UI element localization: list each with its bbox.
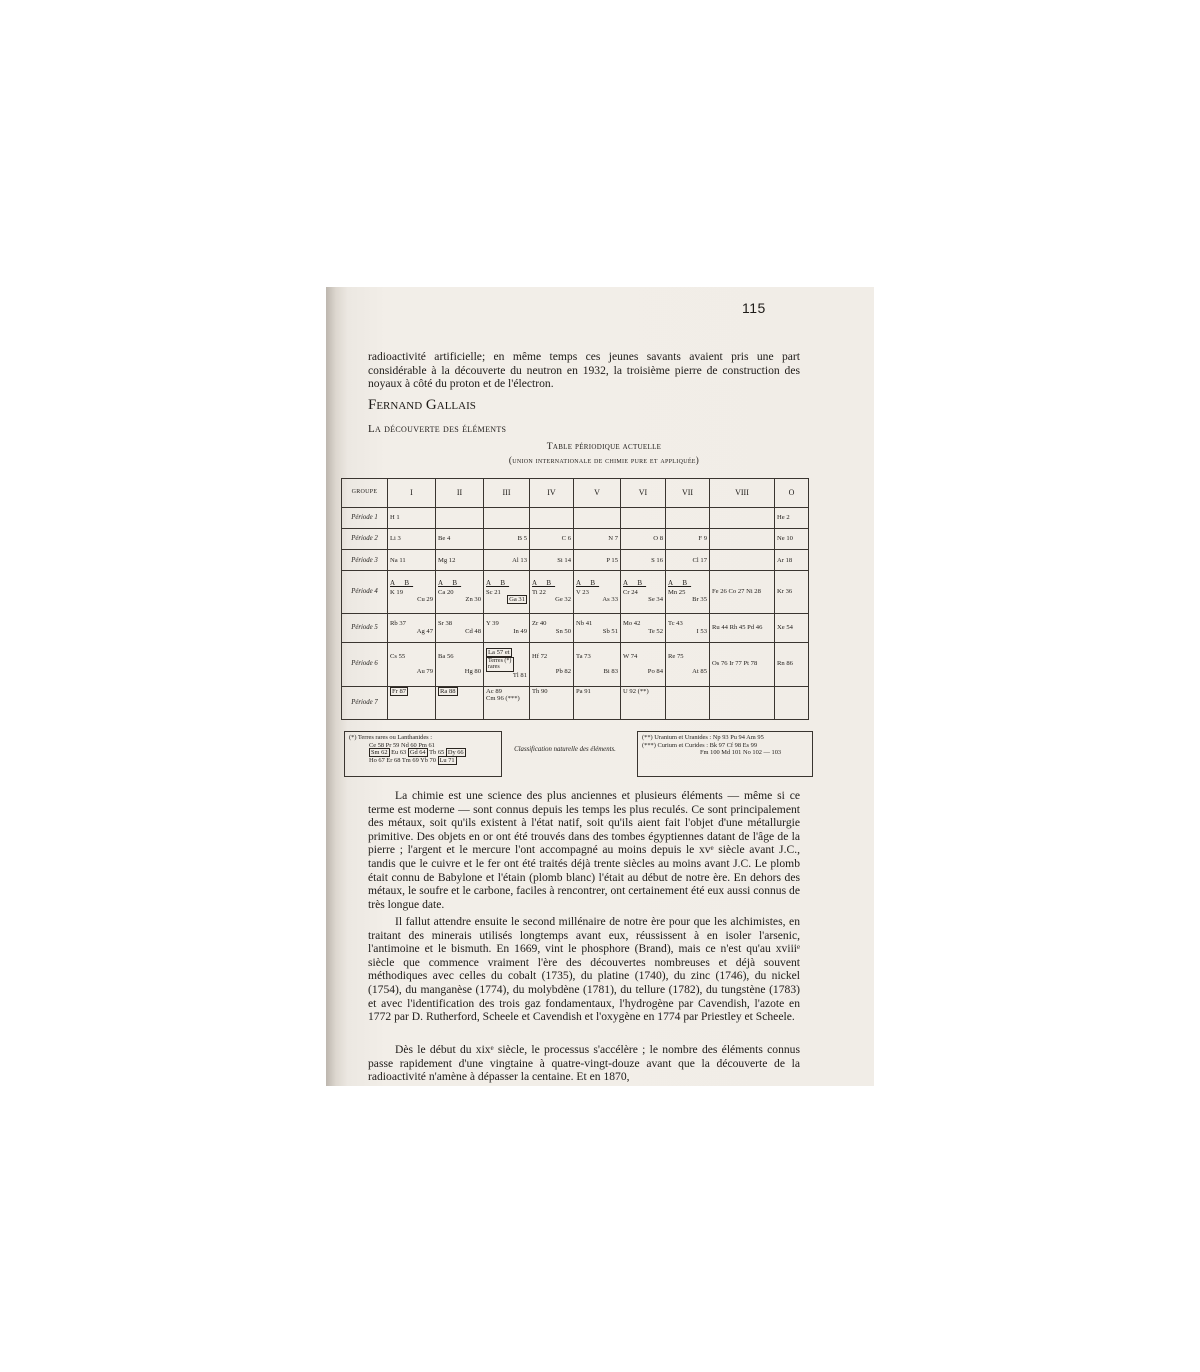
element-sr: Sr 38 (438, 619, 453, 627)
element-re: Re 75 (668, 652, 684, 660)
element-cell (621, 613, 666, 642)
element-cell (436, 613, 484, 642)
curides-line: (***) Curium et Curides : Bk 97 Cf 98 Es 99 (642, 741, 758, 749)
intro-paragraph: radioactivité artificielle; en même temps ces jeunes savants avaient pris une part considérable à la découverte du neutron en 1932, la troisième pierre de construction des noyaux à côté du proton et de l'électron. (368, 350, 800, 391)
element-fr: Fr 87 (392, 687, 407, 695)
element-cell (775, 550, 809, 571)
element-rb: Rb 37 (390, 619, 406, 627)
element-zn: Zn 30 (465, 596, 481, 604)
element-cell (484, 550, 530, 571)
periodic-table (341, 478, 809, 720)
element-la-wrap (486, 649, 527, 657)
element-cl: Cl 17 (692, 556, 707, 564)
group-header: V (574, 479, 621, 508)
element-cell (621, 529, 666, 550)
subgroup-marks: A B (532, 579, 556, 588)
spacer (668, 660, 707, 668)
element-te: Te 52 (648, 627, 663, 635)
element-zr: Zr 40 (532, 619, 547, 627)
group-header: VI (621, 479, 666, 508)
element-po: Po 84 (647, 668, 663, 676)
element-cell (710, 642, 775, 686)
element-cell (666, 529, 710, 550)
body-paragraph-1 (368, 789, 800, 911)
element-eu: Eu 63 (391, 749, 407, 757)
element-kr: Kr 36 (777, 588, 793, 596)
element-cell (388, 508, 436, 529)
empty-cell (436, 508, 484, 529)
element-p: P 15 (606, 556, 618, 564)
element-th: Th 90 (532, 687, 548, 695)
element-cell (574, 571, 621, 613)
period-label: Période 1 (342, 508, 388, 529)
element-ge: Ge 32 (555, 596, 571, 604)
element-ne: Ne 10 (777, 535, 793, 543)
subgroup-marks: A B (668, 579, 692, 588)
element-i: I 53 (696, 627, 707, 635)
element-lu: Lu 71 (439, 756, 455, 764)
element-sm: Sm 62 (371, 749, 388, 757)
group-header: II (436, 479, 484, 508)
element-cell (388, 613, 436, 642)
element-cell (530, 686, 574, 719)
element-li: Li 3 (390, 535, 401, 543)
element-cell (574, 642, 621, 686)
element-nb: Nb 41 (576, 619, 593, 627)
element-la: La 57 et (488, 649, 510, 657)
period-label: Période 4 (342, 571, 388, 613)
element-cell (530, 571, 574, 613)
element-cell (574, 613, 621, 642)
element-cell (436, 686, 484, 719)
element-c: C 6 (561, 535, 571, 543)
table-caption: Table périodique actuelle (546, 442, 662, 452)
element-tl: Tl 81 (512, 671, 527, 679)
uranides-line: (**) Uranium et Uranides : Np 93 Pu 94 Am 95 (642, 734, 764, 741)
element-gd: Gd 64 (409, 749, 426, 757)
element-u: U 92 (**) (623, 687, 649, 695)
group-header: I (388, 479, 436, 508)
empty-cell (710, 686, 775, 719)
section-title: La découverte des éléments (368, 423, 507, 435)
element-cell (574, 686, 621, 719)
table-subcaption: (union internationale de chimie pure et appliquée) (508, 455, 700, 465)
element-cell (666, 613, 710, 642)
element-ti: Ti 22 (532, 588, 546, 596)
element-pa: Pa 91 (576, 687, 591, 695)
element-cell (710, 613, 775, 642)
period-label: Période 3 (342, 550, 388, 571)
empty-cell (574, 508, 621, 529)
subgroup-marks: A B (438, 579, 462, 588)
empty-cell (710, 550, 775, 571)
empty-cell (530, 508, 574, 529)
element-cell (574, 529, 621, 550)
lanthanides-row: Ce 58 Pr 59 Nd 60 Pm 61 (369, 741, 435, 749)
element-au: Au 79 (416, 668, 433, 676)
element-k: K 19 (390, 588, 404, 596)
group-header: O (775, 479, 809, 508)
element-ga-wrap (486, 596, 527, 604)
element-cell (775, 613, 809, 642)
element-ac: Ac 89 (486, 687, 502, 695)
group-header: VII (666, 479, 710, 508)
lanthanides-note (344, 731, 502, 777)
element-at: At 85 (692, 668, 707, 676)
element-cr: Cr 24 (623, 588, 638, 596)
element-cell (388, 550, 436, 571)
element-fe-co-ni: Fe 26 Co 27 Ni 28 (712, 588, 761, 596)
element-cell (574, 550, 621, 571)
element-cell (484, 529, 530, 550)
element-tb: Tb 65 (429, 749, 445, 757)
spacer (576, 660, 618, 668)
element-cell (436, 642, 484, 686)
element-cell (666, 571, 710, 613)
lanthanides-title: (*) Terres rares ou Lanthanides : (349, 734, 433, 741)
element-cell (484, 571, 530, 613)
element-cell (530, 642, 574, 686)
element-sn: Sn 50 (555, 627, 571, 635)
lanthanides-row (349, 757, 497, 765)
element-ba: Ba 56 (438, 652, 454, 660)
element-cm: Cm 96 (***) (486, 695, 520, 703)
group-header: VIII (710, 479, 775, 508)
body-text-1: La chimie est une science des plus anciennes et plusieurs éléments — même si ce terme est moderne — sont connus depuis les temps les plus reculés. Ce sont principalement des métaux, soit qu'ils existent à l'état natif, soit qu'ils aient fait l'objet d'une métallurgie primitive. Des objets en or ont été trouvés dans des tombes égyptiennes datant de l'âge de la pierre ; l'argent et le mercure l'ont accompagné au moins depuis le xvᵉ siècle avant J.C., tandis que le cuivre et le fer ont été traités déjà trente siècles au moins avant J.C. Le plomb était connu de Babylone et l'étain (plomb blanc) l'était au début de notre ère. En dehors des métaux, le soufre et le carbone, faciles à rencontrer, ont certainement été eux aussi connus de très longue date. (368, 789, 800, 911)
empty-cell (775, 686, 809, 719)
element-os-ir-pt: Os 76 Ir 77 Pt 78 (712, 660, 758, 668)
element-h: H 1 (390, 514, 400, 522)
classification-caption: Classification naturelle des éléments. (514, 746, 616, 753)
element-cell (621, 642, 666, 686)
element-in: In 49 (513, 627, 527, 635)
element-cell (530, 550, 574, 571)
element-cell (666, 642, 710, 686)
rare-earths-wrap (486, 657, 527, 672)
element-cu: Cu 29 (417, 596, 433, 604)
element-ta: Ta 73 (576, 652, 591, 660)
element-cell (666, 550, 710, 571)
element-n: N 7 (608, 535, 618, 543)
element-cell (775, 642, 809, 686)
empty-cell (710, 529, 775, 550)
element-f: F 9 (698, 535, 707, 543)
element-al: Al 13 (512, 556, 527, 564)
curides-line-2: Fm 100 Md 101 No 102 — 103 (700, 749, 782, 757)
group-header: III (484, 479, 530, 508)
element-cell (530, 529, 574, 550)
element-cell (775, 529, 809, 550)
author-heading: Fernand Gallais (368, 397, 476, 413)
empty-cell (621, 508, 666, 529)
element-ca: Ca 20 (438, 588, 454, 596)
element-as: As 33 (602, 596, 618, 604)
element-bi: Bi 83 (603, 668, 618, 676)
element-cell (530, 613, 574, 642)
element-cell (484, 642, 530, 686)
body-paragraph-2: Il fallut attendre ensuite le second millénaire de notre ère pour que les alchimistes, en traitant des minerais utilisés longtemps avant eux, réussissent à en isoler l'arsenic, l'antimoine et le bismuth. En 1669, vint le phosphore (Brand), mais ce n'est qu'au xviiiᵉ siècle que commence vraiment l'ère des découvertes nombreuses et déjà souvent méthodiques avec celles du cobalt (1735), du platine (1740), du zinc (1746), du nickel (1754), du manganèse (1774), du molybdène (1781), du tellure (1782), du tungstène (1783) et avec l'identification des trois gaz fondamentaux, l'hydrogène par Cavendish, l'azote en 1772 par D. Rutherford, Scheele et Cavendish et l'oxygène en 1774 par Priestley et Scheele. (368, 915, 800, 1024)
element-cell (436, 571, 484, 613)
period-label: Période 6 (342, 642, 388, 686)
element-cell (621, 686, 666, 719)
lanthanides-row-text: Ho 67 Er 68 Tm 69 Yb 70 (369, 756, 436, 764)
element-cell (621, 571, 666, 613)
element-mo: Mo 42 (623, 619, 641, 627)
element-se: Se 34 (648, 596, 663, 604)
spacer (438, 660, 481, 668)
page-number: 115 (742, 300, 766, 316)
element-ga: Ga 31 (509, 596, 525, 604)
rare-earths-box: Terres (*) rares (486, 657, 514, 672)
element-sc: Sc 21 (486, 588, 501, 596)
element-tc: Tc 43 (668, 619, 683, 627)
element-cell (621, 550, 666, 571)
subgroup-marks: A B (576, 579, 600, 588)
element-ru-rh-pd: Ru 44 Rh 45 Pd 46 (712, 623, 763, 631)
empty-cell (666, 686, 710, 719)
element-hf: Hf 72 (532, 652, 548, 660)
element-ag: Ag 47 (416, 627, 433, 635)
element-br: Br 35 (692, 596, 707, 604)
empty-cell (484, 508, 530, 529)
element-cell (436, 550, 484, 571)
element-pb: Pb 82 (555, 668, 571, 676)
subgroup-marks: A B (390, 579, 414, 588)
element-dy: Dy 66 (447, 749, 464, 757)
element-cs: Cs 55 (390, 652, 406, 660)
element-cell (388, 529, 436, 550)
period-label: Période 7 (342, 686, 388, 719)
element-w: W 74 (623, 652, 638, 660)
element-cell (388, 686, 436, 719)
period-label: Période 2 (342, 529, 388, 550)
element-y: Y 39 (486, 619, 499, 627)
element-cell (484, 686, 530, 719)
element-cell (436, 529, 484, 550)
element-mn: Mn 25 (668, 588, 686, 596)
spacer (532, 660, 571, 668)
element-sb: Sb 51 (602, 627, 618, 635)
element-cd: Cd 48 (465, 627, 481, 635)
element-cell (388, 571, 436, 613)
spacer (390, 660, 433, 668)
element-cell (775, 508, 809, 529)
group-header-label: GROUPE (342, 479, 388, 508)
element-o: O 8 (653, 535, 663, 543)
lanthanides-row (349, 749, 497, 757)
element-cell (775, 571, 809, 613)
element-xe: Xe 54 (777, 623, 793, 631)
element-si: Si 14 (557, 556, 571, 564)
subgroup-marks: A B (623, 579, 647, 588)
subgroup-marks: A B (486, 579, 510, 588)
element-be: Be 4 (438, 535, 451, 543)
group-header: IV (530, 479, 574, 508)
element-cell (388, 642, 436, 686)
element-v: V 23 (576, 588, 589, 596)
element-cell (484, 613, 530, 642)
element-hg: Hg 80 (464, 668, 481, 676)
element-he: He 2 (777, 514, 790, 522)
empty-cell (666, 508, 710, 529)
spacer (623, 660, 663, 668)
element-ra: Ra 88 (440, 687, 456, 695)
empty-cell (710, 508, 775, 529)
element-cell (710, 571, 775, 613)
body-paragraph-3: Dès le début du xixᵉ siècle, le processus s'accélère ; le nombre des éléments connus passe rapidement d'une vingtaine à quatre-vingt-douze avant que la découverte de la radioactivité n'amène à dépasser la centaine. Et en 1870, (368, 1043, 800, 1084)
element-na: Na 11 (390, 556, 406, 564)
element-rn: Rn 86 (777, 660, 793, 668)
element-mg: Mg 12 (438, 556, 456, 564)
element-b: B 5 (517, 535, 527, 543)
element-s: S 16 (651, 556, 663, 564)
element-ar: Ar 18 (777, 556, 793, 564)
uranides-note (637, 731, 813, 777)
period-label: Période 5 (342, 613, 388, 642)
